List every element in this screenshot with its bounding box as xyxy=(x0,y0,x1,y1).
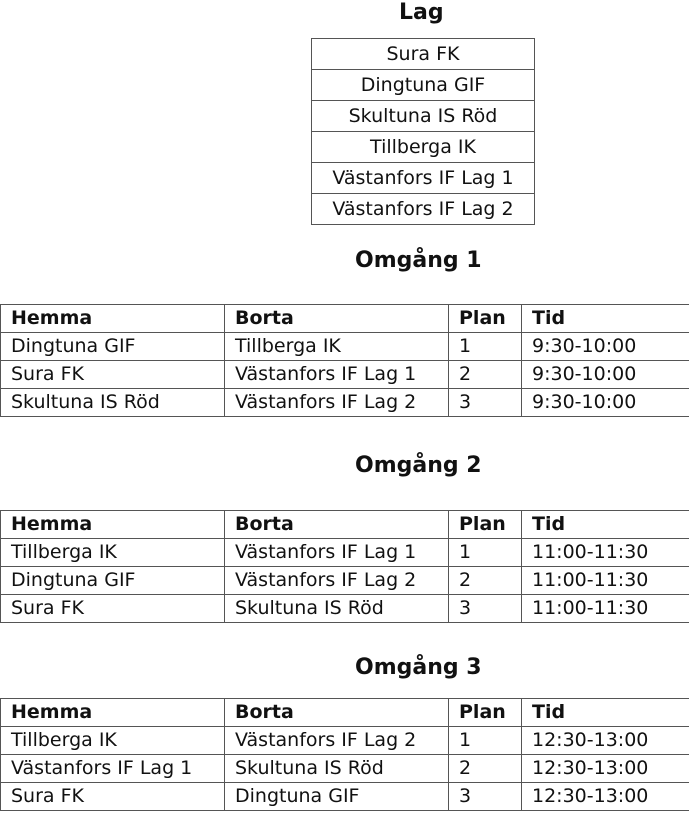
home-team: Sura FK xyxy=(1,783,225,811)
teams-table xyxy=(311,38,535,225)
header-home: Hemma xyxy=(1,305,225,333)
away-team: Skultuna IS Röd xyxy=(225,595,449,623)
away-team: Tillberga IK xyxy=(225,333,449,361)
plan-number: 3 xyxy=(449,389,522,417)
match-row xyxy=(1,595,689,623)
home-team: Tillberga IK xyxy=(1,727,225,755)
match-time: 12:30-13:00 xyxy=(522,727,689,755)
away-team: Västanfors IF Lag 2 xyxy=(225,567,449,595)
team-row xyxy=(312,132,535,163)
plan-number: 3 xyxy=(449,783,522,811)
plan-number: 1 xyxy=(449,333,522,361)
home-team: Dingtuna GIF xyxy=(1,567,225,595)
header-away: Borta xyxy=(225,511,449,539)
header-home: Hemma xyxy=(1,699,225,727)
home-team: Västanfors IF Lag 1 xyxy=(1,755,225,783)
match-row xyxy=(1,755,689,783)
away-team: Dingtuna GIF xyxy=(225,783,449,811)
match-row xyxy=(1,567,689,595)
home-team: Tillberga IK xyxy=(1,539,225,567)
away-team: Västanfors IF Lag 1 xyxy=(225,539,449,567)
match-time: 11:00-11:30 xyxy=(522,539,689,567)
plan-number: 2 xyxy=(449,567,522,595)
plan-number: 1 xyxy=(449,727,522,755)
team-row xyxy=(312,194,535,225)
team-name: Västanfors IF Lag 2 xyxy=(312,194,535,225)
match-row xyxy=(1,389,689,417)
match-time: 9:30-10:00 xyxy=(522,389,689,417)
round-3-table xyxy=(0,698,689,811)
match-time: 12:30-13:00 xyxy=(522,755,689,783)
match-time: 11:00-11:30 xyxy=(522,595,689,623)
header-time: Tid xyxy=(522,511,689,539)
team-name: Sura FK xyxy=(312,39,535,70)
match-time: 11:00-11:30 xyxy=(522,567,689,595)
plan-number: 2 xyxy=(449,755,522,783)
team-row xyxy=(312,101,535,132)
home-team: Dingtuna GIF xyxy=(1,333,225,361)
header-time: Tid xyxy=(522,305,689,333)
team-name: Dingtuna GIF xyxy=(312,70,535,101)
header-plan: Plan xyxy=(449,305,522,333)
match-time: 9:30-10:00 xyxy=(522,361,689,389)
plan-number: 1 xyxy=(449,539,522,567)
match-row xyxy=(1,727,689,755)
match-time: 9:30-10:00 xyxy=(522,333,689,361)
round-2-table xyxy=(0,510,689,623)
home-team: Sura FK xyxy=(1,361,225,389)
team-row xyxy=(312,39,535,70)
away-team: Skultuna IS Röd xyxy=(225,755,449,783)
away-team: Västanfors IF Lag 2 xyxy=(225,727,449,755)
round-1-title: Omgång 1 xyxy=(355,248,482,273)
header-row xyxy=(1,305,689,333)
plan-number: 2 xyxy=(449,361,522,389)
team-name: Västanfors IF Lag 1 xyxy=(312,163,535,194)
match-time: 12:30-13:00 xyxy=(522,783,689,811)
team-row xyxy=(312,163,535,194)
team-name: Tillberga IK xyxy=(312,132,535,163)
round-1-table xyxy=(0,304,689,417)
round-3-title: Omgång 3 xyxy=(355,655,482,680)
header-away: Borta xyxy=(225,699,449,727)
team-name: Skultuna IS Röd xyxy=(312,101,535,132)
header-row xyxy=(1,511,689,539)
header-away: Borta xyxy=(225,305,449,333)
header-home: Hemma xyxy=(1,511,225,539)
header-plan: Plan xyxy=(449,511,522,539)
header-plan: Plan xyxy=(449,699,522,727)
teams-title: Lag xyxy=(399,0,444,25)
home-team: Sura FK xyxy=(1,595,225,623)
away-team: Västanfors IF Lag 2 xyxy=(225,389,449,417)
match-row xyxy=(1,361,689,389)
home-team: Skultuna IS Röd xyxy=(1,389,225,417)
away-team: Västanfors IF Lag 1 xyxy=(225,361,449,389)
team-row xyxy=(312,70,535,101)
match-row xyxy=(1,333,689,361)
match-row xyxy=(1,783,689,811)
header-row xyxy=(1,699,689,727)
plan-number: 3 xyxy=(449,595,522,623)
round-2-title: Omgång 2 xyxy=(355,453,482,478)
match-row xyxy=(1,539,689,567)
header-time: Tid xyxy=(522,699,689,727)
